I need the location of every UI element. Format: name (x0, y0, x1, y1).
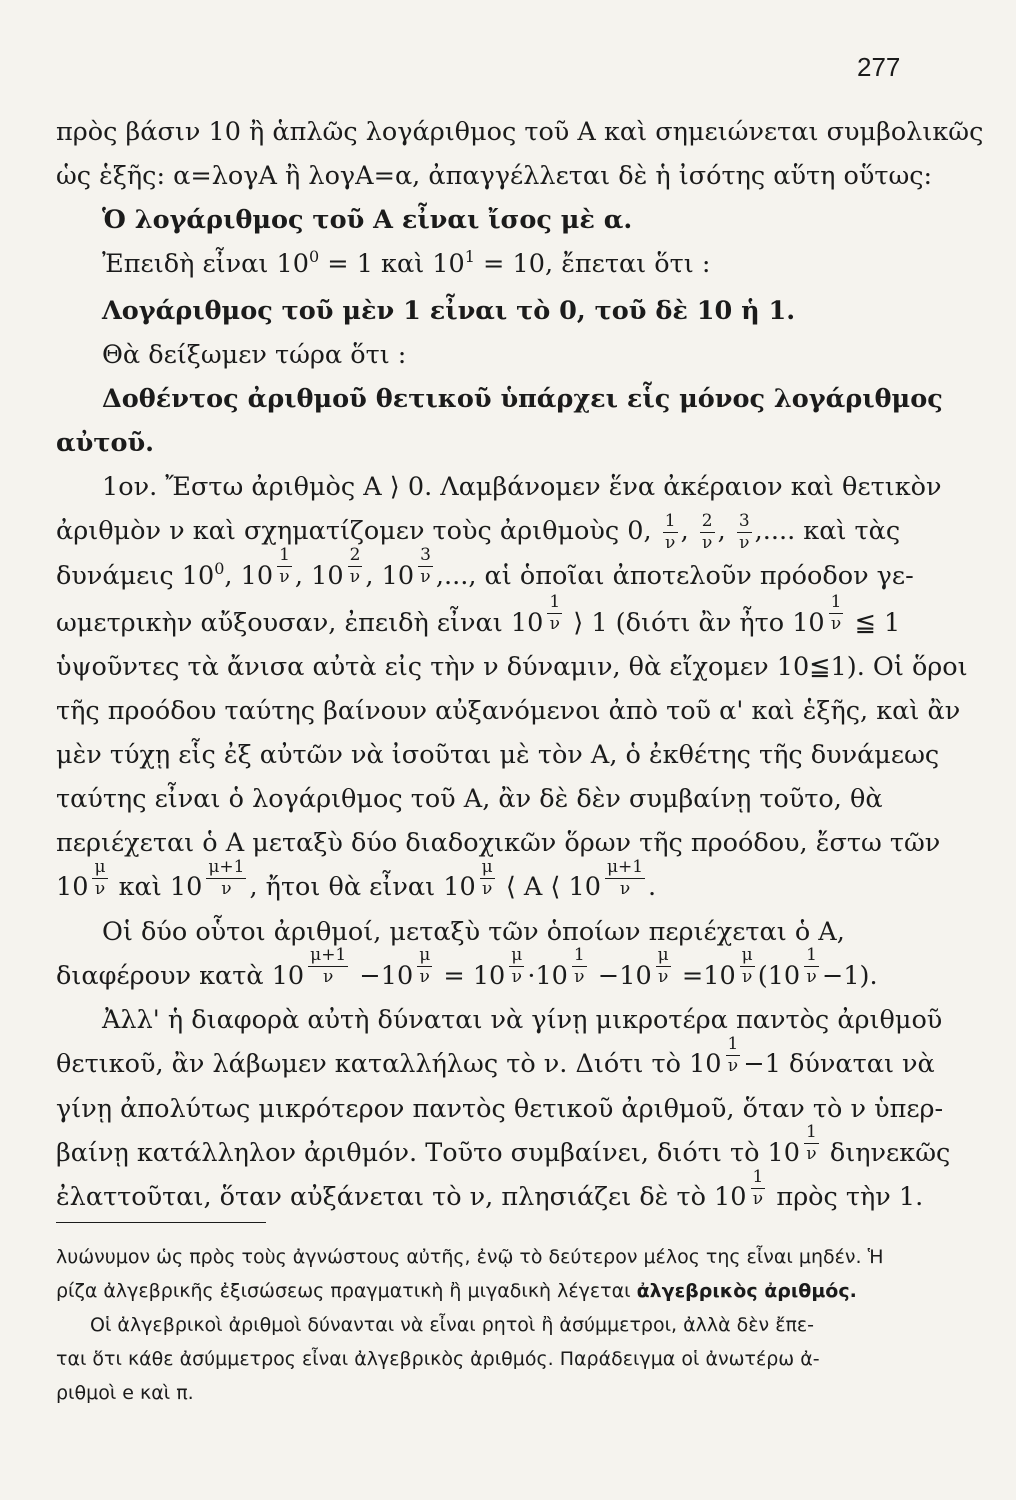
text-run: διαφέρουν κατὰ (56, 960, 272, 991)
power-base: 10 (619, 960, 652, 991)
fraction-exponent (276, 547, 292, 586)
power-base: 10 (792, 607, 825, 638)
power (443, 856, 498, 908)
text-run: ἐλαττοῦται, ὅταν αὐξάνεται τὸ ν, πλησιάζει δὲ τὸ (56, 1182, 715, 1212)
text-run: Ἀλλ' ἡ διαφορὰ αὐτὴ δύναται νὰ γίνῃ μικροτέρα παντὸς ἀριθμοῦ (102, 1005, 943, 1035)
fraction-exponent (803, 947, 819, 986)
numerator: μ+1 (606, 856, 644, 877)
text-line (56, 647, 968, 687)
fraction-exponent (546, 594, 562, 633)
exponent: 1 (464, 247, 475, 266)
text-run: = 10, ἔπεται ὅτι : (474, 249, 711, 279)
footnote-line: Οἱ ἀλγεβρικοὶ ἀριθμοὶ δύνανται νὰ εἶναι ρητοὶ ἢ ἀσύμμετροι, ἀλλὰ δὲν ἔπε- (90, 1314, 815, 1336)
footnote-line (56, 1274, 906, 1308)
fraction-exponent (803, 1124, 819, 1163)
power (767, 1122, 822, 1174)
text-run: πρὸς βάσιν 10 ἢ ἁπλῶς λογάριθμος τοῦ Α καὶ σημειώνεται συμβολικῶς (56, 117, 984, 147)
power-base: 10 (689, 1049, 722, 1079)
denominator: ν (482, 878, 493, 899)
text-run: θετικοῦ, ἂν λάβωμεν καταλλήλως τὸ ν. Διότι τὸ (56, 1049, 690, 1079)
text-run: γίνῃ ἀπολύτως μικρότερον παντὸς θετικοῦ ἀριθμοῦ, ὅταν τὸ ν ὑπερ- (56, 1093, 944, 1124)
text-run: αὐτοῦ. (56, 428, 155, 458)
power-base: 10 (767, 960, 801, 991)
text-line: δυνάμεις $10^0$, 10 $\frac{1}{\nu}$ , 10 $\frac{2}{\nu}$ , 10 $\frac{3}{\nu}$ ,..., αἱ ὁποῖαι ἀποτελοῦν πρόοδον γε- (56, 556, 906, 599)
denominator: ν (830, 614, 842, 634)
text-line (56, 912, 906, 952)
denominator: ν (806, 1144, 817, 1164)
text-run: ⟨ Α ⟨ (497, 872, 569, 902)
text-run: μὲν τύχῃ εἷς ἐξ αὐτῶν νὰ ἰσοῦται μὲ τὸν Α, ὁ ἐκθέτης τῆς δυνάμεως (56, 740, 940, 770)
power (689, 1033, 743, 1085)
power (703, 945, 758, 997)
numerator: μ+1 (310, 945, 347, 965)
footnote-line: ριθμοὶ e καὶ π. (56, 1382, 194, 1404)
power-base: 10 (568, 872, 601, 902)
text-run: ≦ 1 (846, 607, 901, 638)
fraction-exponent (417, 547, 433, 586)
denominator: ν (279, 567, 290, 587)
fraction-exponent (508, 947, 524, 986)
power (767, 945, 822, 997)
numerator: 3 (738, 510, 750, 531)
text-run: Θὰ δείξωμεν τώρα ὅτι : (102, 340, 407, 370)
numerator: μ+1 (208, 856, 245, 877)
text-run: = (673, 960, 704, 991)
fraction (737, 510, 752, 553)
text-line (56, 823, 941, 863)
denominator: ν (549, 614, 560, 634)
denominator: ν (806, 967, 817, 987)
text-line (56, 592, 906, 644)
numerator: μ (657, 945, 669, 965)
denominator: ν (752, 1188, 764, 1209)
text-run: Ὁ λογάριθμος τοῦ Α εἶναι ἴσος μὲ α. (102, 205, 633, 235)
fraction-exponent (347, 547, 363, 586)
denominator: ν (619, 878, 631, 899)
text-line (56, 244, 906, 287)
power (56, 856, 111, 908)
text-run: . (648, 872, 657, 902)
exponent: 0 (308, 247, 320, 266)
footnote (56, 1240, 906, 1410)
fraction-exponent (750, 1166, 766, 1209)
numerator: 1 (727, 1033, 739, 1054)
definition-statement (56, 200, 906, 240)
footnote-term: ἀλγεβρικὸς ἀριθμός. (636, 1280, 857, 1302)
text-run: − (589, 960, 620, 991)
text-line (56, 735, 940, 775)
text-run: Λογάριθμος τοῦ μὲν 1 εἶναι τὸ 0, τοῦ δὲ 10 ἡ 1. (102, 296, 796, 326)
text-run: ἀριθμὸν ν καὶ σχηματίζομεν τοὺς ἀριθμοὺς 0, (56, 516, 652, 546)
text-run: ὑψοῦντες τὰ ἄνισα αὐτὰ εἰς τὴν ν δύναμιν, θὰ εἴχομεν 10≦1). Οἱ ὅροι (56, 652, 968, 682)
text-run: τῆς προόδου ταύτης βαίνουν αὐξανόμενοι ἀπὸ τοῦ α' καὶ ἑξῆς, καὶ ἂν (56, 696, 961, 726)
power-base: 10 (380, 960, 414, 991)
power-base: 10 (56, 872, 89, 902)
numerator: 1 (806, 945, 817, 965)
numerator: 1 (573, 945, 585, 965)
fraction-exponent (479, 856, 495, 899)
numerator: 1 (549, 592, 561, 612)
text-run: − (351, 960, 381, 991)
denominator: ν (323, 967, 334, 987)
denominator: ν (702, 532, 713, 553)
power (311, 545, 365, 597)
theorem-statement (56, 291, 906, 331)
power-base: 10 (169, 872, 203, 902)
text-run: πρὸς τὴν 1. (768, 1182, 924, 1212)
power-base: 10 (510, 607, 544, 638)
text-line (56, 691, 961, 731)
fraction-exponent (604, 856, 645, 899)
fraction (663, 510, 678, 553)
numerator: 2 (349, 545, 361, 565)
numerator: μ (481, 856, 493, 877)
numerator: μ (511, 945, 523, 965)
numerator: 1 (279, 545, 290, 565)
power (240, 545, 295, 597)
power (619, 945, 674, 997)
text-run: = (435, 960, 473, 991)
denominator: ν (658, 967, 669, 987)
theorem-statement (56, 379, 943, 419)
numerator: μ (94, 856, 106, 877)
main-text (56, 112, 984, 1222)
denominator: ν (349, 567, 361, 587)
numerator: 1 (752, 1166, 764, 1187)
fraction-exponent (416, 947, 432, 986)
text-run: ωμετρικὴν αὔξουσαν, ἐπειδὴ εἶναι (56, 607, 511, 638)
text-line (56, 1166, 924, 1218)
fraction-exponent (725, 1033, 741, 1076)
power-base: 10 (271, 960, 305, 991)
power (472, 945, 528, 997)
fraction-exponent (307, 947, 348, 986)
numerator: 3 (420, 545, 431, 565)
text-run: −1 δύναται νὰ (743, 1049, 935, 1079)
fraction-exponent (205, 856, 246, 899)
power-base: 10 (703, 960, 736, 991)
numerator: 1 (805, 1122, 817, 1142)
text-run: δυνάμεις 10 (56, 560, 215, 591)
power-base: 10 (767, 1137, 800, 1168)
fraction-exponent (655, 947, 671, 986)
exponent: 0 (214, 558, 225, 578)
text-line (56, 156, 933, 196)
text-run: Δοθέντος ἀριθμοῦ θετικοῦ ὑπάρχει εἷς μόνος λογάριθμος (102, 384, 943, 414)
text-run: ⟩ 1 (διότι ἂν ἦτο (565, 607, 793, 638)
text-run: καὶ (110, 872, 170, 902)
power (510, 592, 565, 644)
power-base: 10 (443, 872, 476, 902)
fraction-exponent (571, 947, 587, 986)
denominator: ν (574, 967, 585, 987)
text-run: ὡς ἑξῆς: α=λογΑ ἢ λογΑ=α, ἀπαγγέλλεται δὲ ἡ ἰσότης αὕτη οὕτως: (56, 161, 933, 191)
power-base: 10 (472, 960, 506, 991)
text-run: βαίνῃ κατάλληλον ἀριθμόν. Τοῦτο συμβαίνει, διότι τὸ (56, 1137, 768, 1168)
numerator: 2 (701, 510, 713, 531)
denominator: ν (739, 532, 750, 553)
text-run: Οἱ δύο οὗτοι ἀριθμοί, μεταξὺ τῶν ὁποίων περιέχεται ὁ Α, (102, 916, 845, 947)
denominator: ν (742, 967, 753, 987)
denominator: ν (94, 878, 106, 899)
numerator: μ (419, 945, 431, 965)
power (792, 592, 846, 644)
theorem-statement (56, 423, 906, 463)
text-line (56, 467, 942, 507)
footnote-line: ται ὅτι κάθε ἀσύμμετρος εἶναι ἀλγεβρικὸς ἀριθμός. Παράδειγμα οἱ ἀνωτέρω ἀ- (56, 1348, 820, 1370)
text-run: ( (757, 960, 768, 991)
numerator: 1 (664, 510, 676, 531)
power-base: 10 (240, 560, 274, 591)
page-number: 277 (857, 52, 901, 82)
footnote-line: λυώνυμον ὡς πρὸς τοὺς ἀγνώστους αὐτῆς, ἐνῷ τὸ δεύτερον μέλος της εἶναι μηδέν. Ἡ (56, 1246, 884, 1268)
denominator: ν (419, 967, 430, 987)
fraction-exponent (739, 947, 755, 986)
text-line (56, 335, 906, 375)
power-base: 10 (535, 960, 568, 991)
text-line (56, 112, 984, 152)
denominator: ν (420, 567, 431, 587)
text-run: ρίζα ἀλγεβρικῆς ἐξισώσεως πραγματικὴ ἢ μιγαδικὴ λέγεται (56, 1280, 637, 1302)
denominator: ν (221, 878, 232, 899)
denominator: ν (664, 532, 676, 553)
text-run: διηνεκῶς (821, 1137, 951, 1168)
power (714, 1166, 768, 1218)
numerator: 1 (830, 592, 842, 612)
text-line (56, 1000, 943, 1040)
footnote-rule (56, 1222, 266, 1223)
text-run: 1ον. Ἔστω ἀριθμὸς Α ⟩ 0. Λαμβάνομεν ἕνα ἀκέραιον καὶ θετικὸν (102, 472, 942, 502)
power (381, 545, 436, 597)
power (535, 945, 589, 997)
text-run: ,..., αἱ ὁποῖαι ἀποτελοῦν πρόοδον γε- (435, 560, 914, 591)
power-base: 10 (311, 560, 344, 591)
power-base: 10 (381, 560, 415, 591)
fraction-exponent (91, 856, 107, 899)
text-run: , ἤτοι θὰ εἶναι (249, 872, 444, 902)
text-run: ταύτης εἶναι ὁ λογάριθμος τοῦ Α, ἂν δὲ δὲν συμβαίνῃ τοῦτο, θὰ (56, 784, 883, 814)
denominator: ν (727, 1055, 739, 1076)
denominator: ν (511, 967, 522, 987)
fraction (700, 510, 715, 553)
text-line (56, 1089, 944, 1129)
text-line (56, 1122, 951, 1174)
text-run: −1). (821, 960, 878, 991)
text-line (56, 779, 906, 819)
text-run: Ἐπειδὴ εἶναι 10 (102, 249, 309, 279)
text-run: = 1 καὶ 10 (319, 249, 465, 279)
power (380, 945, 436, 997)
text-line: ἀριθμὸν ν καὶ σχηματίζομεν τοὺς ἀριθμοὺς 0, $\frac{1}{\nu}$ , $\frac{2}{\nu}$ , $\frac{3}{\nu}$ ,.... καὶ τὰς (56, 510, 901, 553)
text-line (56, 1033, 935, 1085)
numerator: μ (741, 945, 753, 965)
power-base: 10 (714, 1182, 747, 1212)
fraction-exponent (828, 594, 844, 633)
text-run: περιέχεται ὁ Α μεταξὺ δύο διαδοχικῶν ὅρων τῆς προόδου, ἔστω τῶν (56, 828, 941, 858)
text-run: · (527, 960, 536, 991)
text-run: ,.... καὶ τὰς (754, 516, 901, 546)
